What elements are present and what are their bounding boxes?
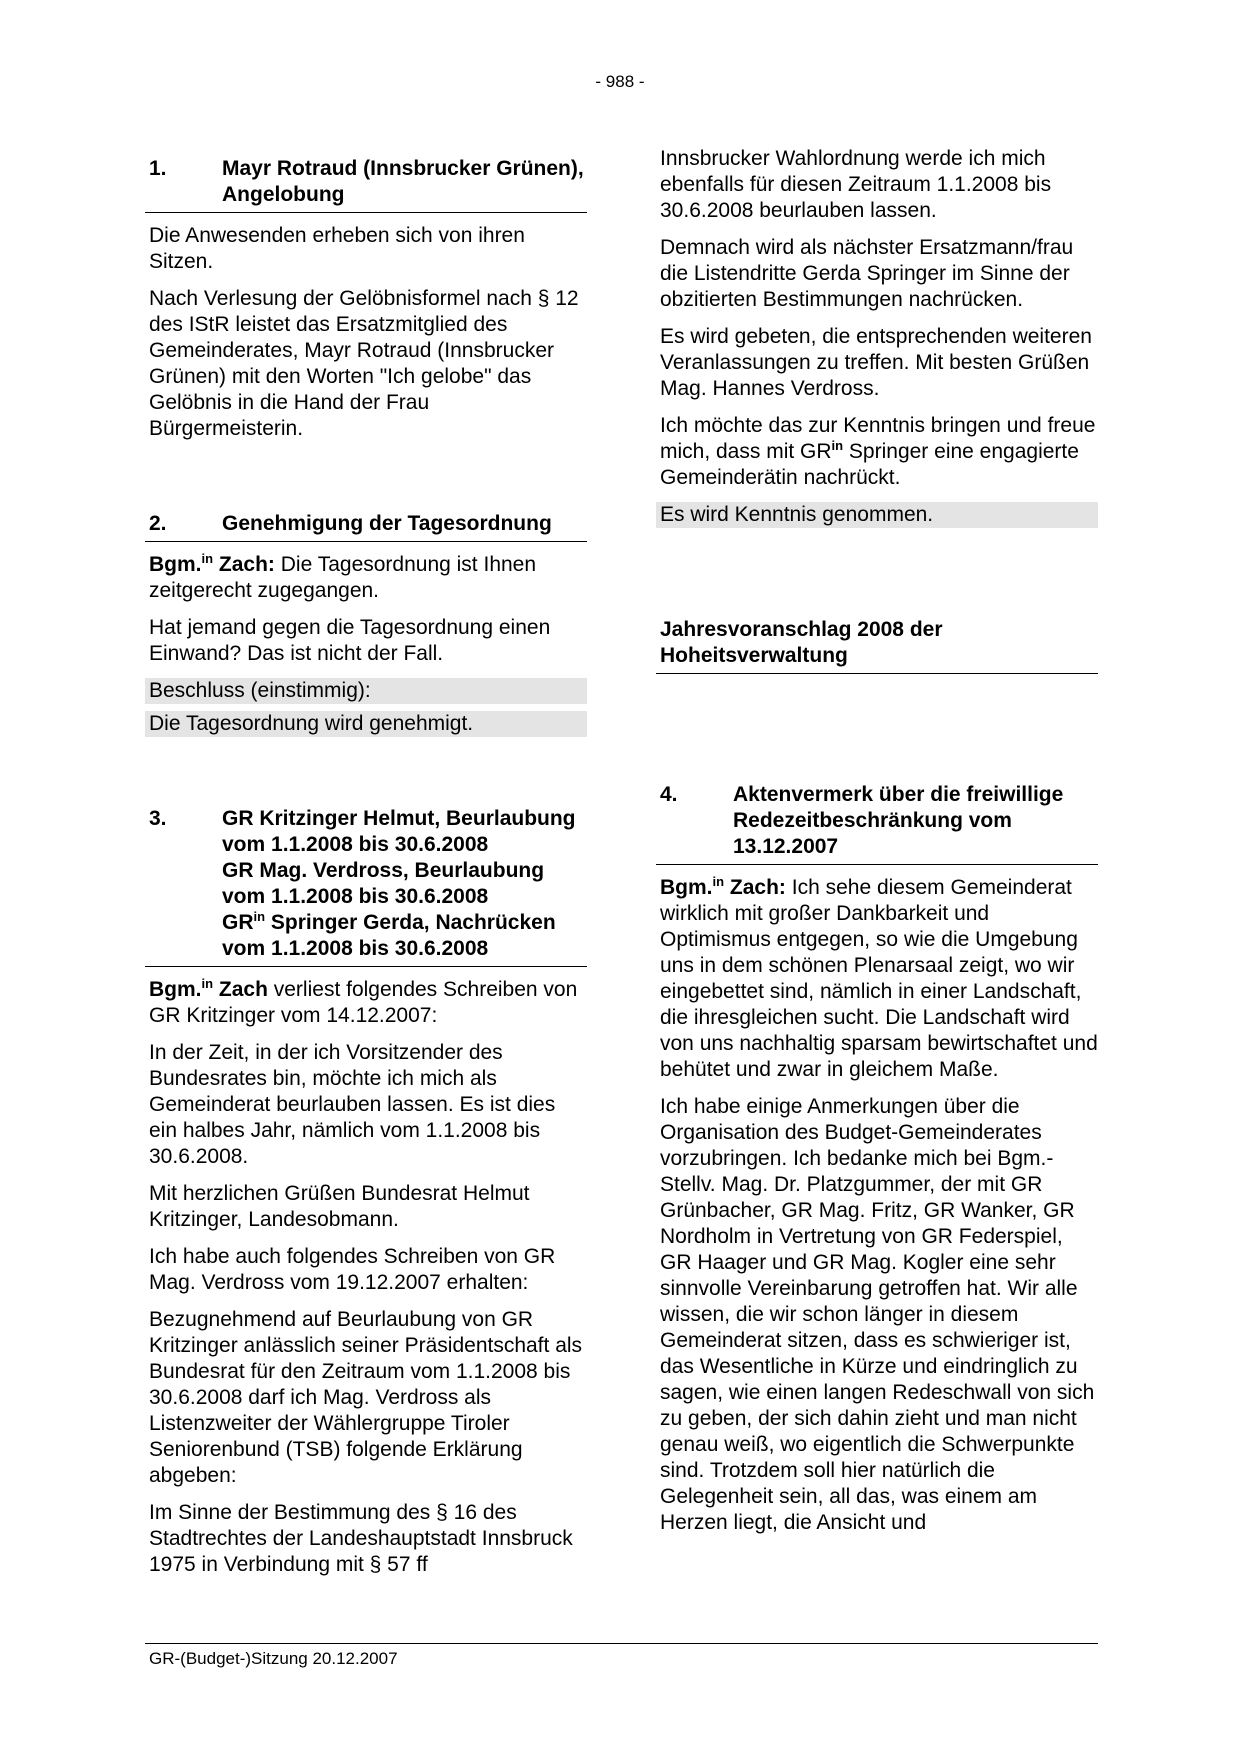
resolution-text: Die Tagesordnung wird genehmigt. bbox=[145, 711, 587, 737]
right-column bbox=[656, 146, 1098, 1547]
acknowledgement-text: Es wird Kenntnis genommen. bbox=[656, 502, 1098, 528]
section-3-title-line-3b: Springer Gerda, Nachrücken vom 1.1.2008 bis 30.6.2008 bbox=[222, 911, 556, 960]
section-2-number: 2. bbox=[149, 512, 167, 535]
speaker-superscript: in bbox=[201, 551, 214, 566]
budget-heading bbox=[656, 617, 1098, 674]
section-2-paragraph-1 bbox=[145, 552, 587, 604]
section-2-heading bbox=[145, 511, 587, 542]
section-3-paragraph-6: Im Sinne der Bestimmung des § 16 des Stadtrechtes der Landeshauptstadt Innsbruck 1975 in Verbindung mit § 57 ff bbox=[149, 1501, 573, 1576]
left-column bbox=[145, 156, 587, 1589]
speaker-name: Zach: bbox=[213, 553, 275, 576]
section-2-text-1: Die Tagesordnung ist Ihnen zeitgerecht zugegangen. bbox=[149, 553, 537, 602]
budget-title: Jahresvoranschlag 2008 der Hoheitsverwaltung bbox=[660, 618, 943, 667]
speaker-name: Zach: bbox=[724, 876, 786, 899]
section-2-title: Genehmigung der Tagesordnung bbox=[222, 512, 552, 535]
section-4-heading bbox=[656, 782, 1098, 865]
section-3-title-line-1: GR Kritzinger Helmut, Beurlaubung vom 1.1.2008 bis 30.6.2008 bbox=[222, 807, 576, 856]
resolution-label: Beschluss (einstimmig): bbox=[145, 678, 587, 704]
speaker-name: Zach bbox=[213, 978, 268, 1001]
section-3-heading bbox=[145, 806, 587, 967]
section-2-paragraph-2: Hat jemand gegen die Tagesordnung einen Einwand? Das ist nicht der Fall. bbox=[149, 616, 551, 665]
footer-session-label: GR-(Budget-)Sitzung 20.12.2007 bbox=[149, 1649, 398, 1668]
footer-divider bbox=[145, 1643, 1098, 1644]
section-3-paragraph-3: Mit herzlichen Grüßen Bundesrat Helmut Kritzinger, Landesobmann. bbox=[149, 1182, 530, 1231]
section-1-number: 1. bbox=[149, 157, 167, 180]
right-paragraph-3: Es wird gebeten, die entsprechenden weiteren Veranlassungen zu treffen. Mit besten Grüßen Mag. Hannes Verdross. bbox=[660, 325, 1092, 400]
section-1-title: Mayr Rotraud (Innsbrucker Grünen), Angelobung bbox=[222, 157, 584, 206]
right-paragraph-1: Innsbrucker Wahlordnung werde ich mich ebenfalls für diesen Zeitraum 1.1.2008 bis 30.6.2008 beurlauben lassen. bbox=[660, 147, 1052, 222]
section-3-title bbox=[222, 806, 587, 962]
section-4-number: 4. bbox=[660, 783, 678, 806]
section-3-paragraph-2: In der Zeit, in der ich Vorsitzender des Bundesrates bin, möchte ich mich als Gemeinderat beurlauben lassen. Es ist dies ein halbes Jahr, nämlich vom 1.1.2008 bis 30.6.2008. bbox=[149, 1041, 556, 1168]
section-3-paragraph-1 bbox=[145, 977, 587, 1029]
right-paragraph-4 bbox=[656, 413, 1098, 491]
section-4-paragraph-1 bbox=[656, 875, 1098, 1083]
section-1-paragraph-2: Nach Verlesung der Gelöbnisformel nach § 12 des IStR leistet das Ersatzmitglied des Gemeinderates, Mayr Rotraud (Innsbrucker Grünen) mit den Worten "Ich gelobe" das Gelöbnis in die Hand der Frau Bürgermeisterin. bbox=[149, 287, 579, 440]
section-3-title-line-2: GR Mag. Verdross, Beurlaubung vom 1.1.2008 bis 30.6.2008 bbox=[222, 859, 545, 908]
section-3-paragraph-5: Bezugnehmend auf Beurlaubung von GR Kritzinger anlässlich seiner Präsidentschaft als Bundesrat für den Zeitraum vom 1.1.2008 bis 30.6.2008 darf ich Mag. Verdross als Listenzweiter der Wählergruppe Tiroler Seniorenbund (TSB) folgende Erklärung abgeben: bbox=[149, 1308, 583, 1487]
right-paragraph-4b: Springer eine engagierte Gemeinderätin nachrückt. bbox=[660, 440, 1079, 489]
section-4-title: Aktenvermerk über die freiwillige Redezeitbeschränkung vom 13.12.2007 bbox=[733, 783, 1064, 858]
section-4-text-1: Ich sehe diesem Gemeinderat wirklich mit großer Dankbarkeit und Optimismus entgegen, so wie die Umgebung uns in dem schönen Plenarsaal zeigt, wo wir eingebettet sind, nämlich in einer Landschaft, die ihresgleichen sucht. Die Landschaft wird von uns nachhaltig sparsam bewirtschaftet und behütet und zwar in gleichem Maße. bbox=[660, 876, 1098, 1081]
speaker-label: Bgm. bbox=[149, 553, 202, 576]
right-paragraph-4-superscript: in bbox=[831, 438, 844, 453]
speaker-label: Bgm. bbox=[149, 978, 202, 1001]
section-1-paragraph-1: Die Anwesenden erheben sich von ihren Sitzen. bbox=[149, 224, 525, 273]
section-4-paragraph-2: Ich habe einige Anmerkungen über die Organisation des Budget-Gemeinderates vorzubringen. Ich bedanke mich bei Bgm.-Stellv. Mag. Dr. Platzgummer, der mit GR Grünbacher, GR Mag. Fritz, GR Wanker, GR Nordholm in Vertretung von GR Federspiel, GR Haager und GR Mag. Kogler eine sehr sinnvolle Vereinbarung getroffen hat. Wir alle wissen, die wir schon länger in diesem Gemeinderat sitzen, dass es schwieriger ist, das Wesentliche in Kürze und eindringlich zu sagen, wie einen langen Redeschwall von sich zu geben, der sich dahin zieht und man nicht genau weiß, wo eigentlich die Schwerpunkte sind. Trotzdem soll hier natürlich die Gelegenheit sein, all das, was einem am Herzen liegt, die Ansicht und bbox=[660, 1095, 1095, 1534]
section-3-paragraph-4: Ich habe auch folgendes Schreiben von GR Mag. Verdross vom 19.12.2007 erhalten: bbox=[149, 1245, 556, 1294]
right-paragraph-4a: Ich möchte das zur Kenntnis bringen und freue mich, dass mit GR bbox=[660, 414, 1096, 463]
section-3-number: 3. bbox=[149, 807, 167, 830]
speaker-superscript: in bbox=[201, 976, 214, 991]
section-3-title-superscript: in bbox=[253, 909, 266, 924]
speaker-superscript: in bbox=[712, 874, 725, 889]
speaker-label: Bgm. bbox=[660, 876, 713, 899]
right-paragraph-2: Demnach wird als nächster Ersatzmann/frau die Listendritte Gerda Springer im Sinne der obzitierten Bestimmungen nachrücken. bbox=[660, 236, 1074, 311]
page-number: - 988 - bbox=[595, 72, 645, 91]
section-3-title-line-3a: GR bbox=[222, 911, 254, 934]
section-1-heading bbox=[145, 156, 587, 213]
section-3-text-1: verliest folgendes Schreiben von GR Kritzinger vom 14.12.2007: bbox=[149, 978, 578, 1027]
